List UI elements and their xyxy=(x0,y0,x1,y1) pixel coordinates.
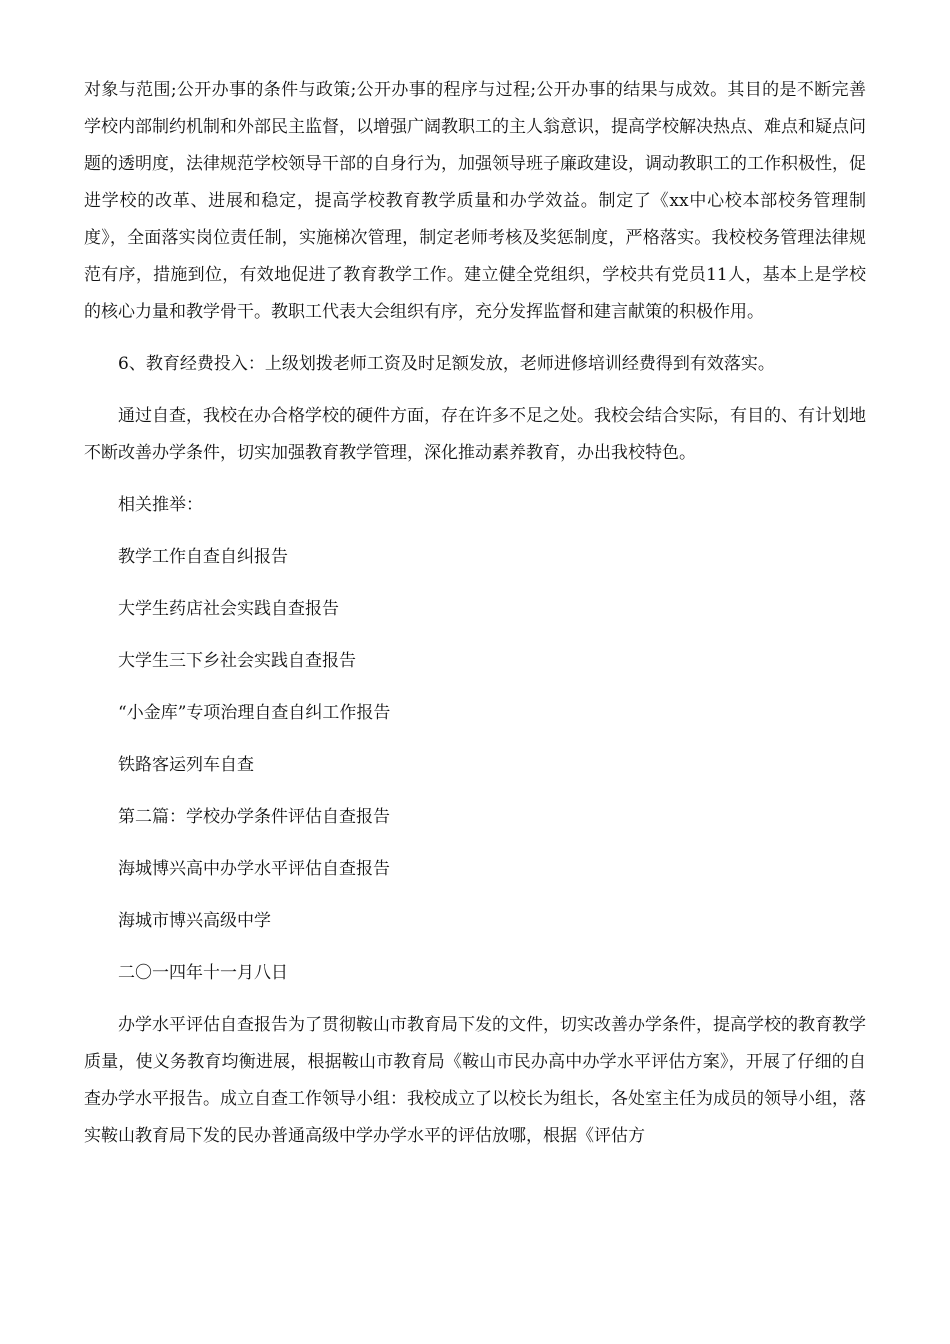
paragraph-funding: 6、教育经费投入：上级划拨老师工资及时足额发放，老师进修培训经费得到有效落实。 xyxy=(118,354,775,374)
related-heading: 相关推举： xyxy=(118,495,203,515)
document-body xyxy=(84,72,866,1155)
paragraph-assessment: 办学水平评估自查报告为了贯彻鞍山市教育局下发的文件，切实改善办学条件，提高学校的教育教学质量，使义务教育均衡进展，根据鞍山市教育局《鞍山市民办高中办学水平评估方案》，开展了仔细的自查办学水平报告。成立自查工作领导小组：我校成立了以校长为组长，各处室主任为成员的领导小组，落实鞍山教育局下发的民办普通高级中学办学水平的评估放哪，根据《评估方 xyxy=(84,1015,866,1146)
report-title: 海城博兴高中办学水平评估自查报告 xyxy=(118,859,390,879)
related-item[interactable]: 教学工作自查自纠报告 xyxy=(118,547,288,567)
related-item[interactable]: 大学生药店社会实践自查报告 xyxy=(118,599,339,619)
school-name: 海城市博兴高级中学 xyxy=(118,911,271,931)
section-title: 第二篇：学校办学条件评估自查报告 xyxy=(118,807,390,827)
paragraph-school-affairs: 对象与范围;公开办事的条件与政策;公开办事的程序与过程;公开办事的结果与成效。其目的是不断完善学校内部制约机制和外部民主监督，以增强广阔教职工的主人翁意识，提高学校解决热点、难点和疑点问题的透明度，法律规范学校领导干部的自身行为，加强领导班子廉政建设，调动教职工的工作积极性，促进学校的改革、进展和稳定，提高学校教育教学质量和办学效益。制定了《xx中心校本部校务管理制度》，全面落实岗位责任制，实施梯次管理，制定老师考核及奖惩制度，严格落实。我校校务管理法律规范有序，措施到位，有效地促进了教育教学工作。建立健全党组织，学校共有党员11人，基本上是学校的核心力量和教学骨干。教职工代表大会组织有序，充分发挥监督和建言献策的积极作用。 xyxy=(84,80,866,322)
related-item[interactable]: 大学生三下乡社会实践自查报告 xyxy=(118,651,356,671)
paragraph-conclusion: 通过自查，我校在办合格学校的硬件方面，存在许多不足之处。我校会结合实际，有目的、有计划地不断改善办学条件，切实加强教育教学管理，深化推动素养教育，办出我校特色。 xyxy=(84,406,866,463)
related-item[interactable]: “小金库”专项治理自查自纠工作报告 xyxy=(118,703,391,723)
report-date: 二〇一四年十一月八日 xyxy=(118,963,288,983)
related-item[interactable]: 铁路客运列车自查 xyxy=(118,755,254,775)
